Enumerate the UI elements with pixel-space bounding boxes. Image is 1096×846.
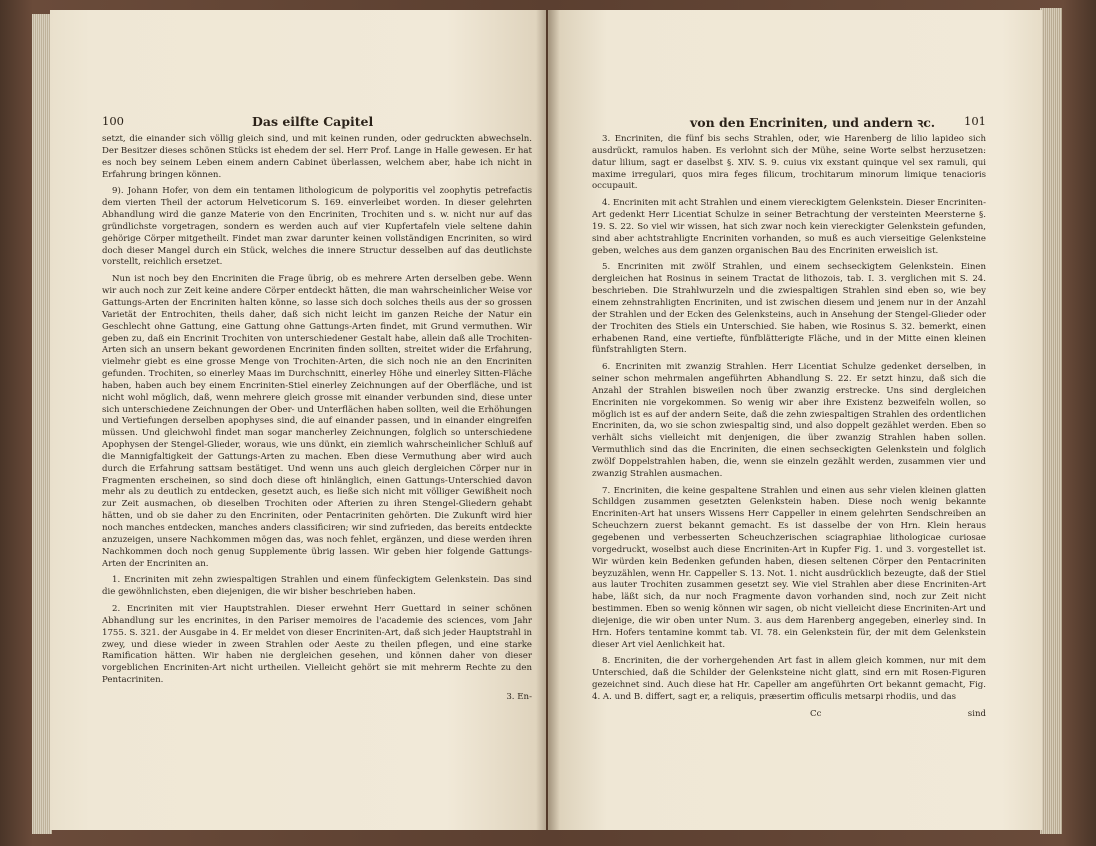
paragraph: 5. Encriniten mit zwölf Strahlen, und einem sechseckigtem Gelenkstein. Einen dergleichen hat Rosinus in seinem Tractat de lithozois, tab. I. 3. verglichen mit S. 24. beschrieben. Die Strahlwurzeln und die zwiespaltigen Strahlen sind eben so, wie bey einem zehnstrahligten Encriniten, und ist zwischen diesem und jenem nur in der Anzahl der Strahlen und der Ecken des Gelenksteins, auch in Ansehung der Stengel-Glieder oder der Trochiten des Stiels ein Unterschied. Sie haben, wie Rosinus S. 32. bemerkt, einen erhabenen Rand, eine vertiefte, fünfblätterigte Fläche, und in der Mitte einen kleinen fünfstrahligten Stern. (592, 262, 986, 356)
book-gutter-shadow (536, 10, 560, 830)
paragraph: 8. Encriniten, die der vorhergehenden Art fast in allem gleich kommen, nur mit dem Unterschied, daß die Schilder der Gelenksteine nicht glatt, sind ern mit Rosen-Figuren gezeichnet sind. Auch diese hat Hr. Capeller am angeführten Ort bekannt gemacht, Fig. 4. A. und B. differt, sagt er, a reliquis, præsertim officulis metsarpi rhodiis, und das (592, 656, 986, 702)
paragraph: 1. Encriniten mit zehn zwiespaltigen Strahlen und einem fünfeckigtem Gelenkstein. Das sind die gewöhnlichsten, eben diejenigen, die wir bisher beschrieben haben. (102, 575, 532, 598)
paragraph: 6. Encriniten mit zwanzig Strahlen. Herr Licentiat Schulze gedenket derselben, in seiner schon mehrmalen angeführten Abhandlung S. 22. Er setzt hinzu, daß sich die Anzahl der Strahlen bisweilen noch über zwanzig erstrecke. Uns sind dergleichen Encriniten nie vorgekommen. So wenig wir aber ihre Existenz bezweifeln wollen, so möglich ist es auf der andern Seite, daß die zehn zwiespaltigen Strahlen des ordentlichen Encriniten, da, wo sie schon zwiespaltig sind, und also doppelt gezählet werden. Eben so verhält sichs vielleicht mit denjenigen, die über zwanzig Strahlen haben sollen. Vermuthlich sind das die Encriniten, die einen sechseckigten Gelenkstein und folglich zwölf Doppelstrahlen haben, die, wenn sie einzeln gezählt werden, zusammen vier und zwanzig Strahlen ausmachen. (592, 362, 986, 479)
right-page-footer (592, 709, 986, 723)
right-page-number: 101 (964, 114, 986, 128)
right-page-edges (1040, 8, 1062, 834)
right-running-head (592, 114, 986, 134)
paragraph: Nun ist noch bey den Encriniten die Frage übrig, ob es mehrere Arten derselben gebe. Wenn wir auch noch zur Zeit keine andere Cörper entdeckt hätten, die man wahrscheinlicher Weise vor Gattungs-Arten der Encriniten halten könne, so lasse sich doch solches theils aus der so grossen Varietät der Entrochiten, theils daher, daß sich nicht leicht im ganzen Reiche der Natur ein Geschlecht ohne Gattung, eine Gattung ohne Gattungs-Arten findet, mit Grund vermuthen. Wir geben zu, daß ein Encrinit Trochiten von unterschiedener Gestalt habe, allein daß alle Trochiten-Arten sich an unsern bekant gewordenen Encriniten finden sollten, streitet wider die Erfahrung, vielmehr giebt es eine grosse Menge von Trochiten-Arten, die sich noch nie an den Encriniten gefunden. Trochiten, so einerley Maas im Durchschnitt, einerley Höhe und einerley Sitten-Fläche haben, haben auch bey einem Encriniten-Stiel einerley Zeichnungen auf der Oberfläche, und ist nicht wohl möglich, daß, wenn mehrere gleich grosse mit einander verbunden sind, diese unter sich unterschiedene Zeichnungen der Ober- und Unterflächen haben sollten, weil die Erhöhungen und Vertiefungen derselben apophyses sind, die auf einander passen, und in einander eingreifen müssen. Und gleichwohl findet man sogar mancherley Zeichnungen, folglich so unterschiedene Apophysen der Stengel-Glieder, woraus, wie uns dünkt, ein ziemlich wahrscheinlicher Schluß auf die Mannigfaltigkeit der Gattungs-Arten zu machen. Eben diese Vermuthung aber wird auch durch die Erfahrung sattsam bestätiget. Und wenn uns auch gleich dergleichen Cörper nur in Fragmenten erscheinen, so sind doch diese oft hinlänglich, einen Gattungs-Unterschied davon mehr als zu deutlich zu entdecken, gesetzt auch, es ließe sich nicht mit völliger Gewißheit noch zur Zeit ausmachen, ob dieselben Trochiten oder Afterien zu ihren Stengel-Gliedern gehabt hätten, und ob sie daher zu den Encriniten, oder Pentacriniten gehörten. Die Zukunft wird hier noch manches entdecken, manches anders classificiren; wir sind zufrieden, das bereits entdeckte anzuzeigen, unsere Nachkommen mögen das, was noch fehlet, ergänzen, und diese werden ihren Nachkommen doch noch genug Supplemente übrig lassen. Wir geben hier folgende Gattungs-Arten der Encriniten an. (102, 274, 532, 569)
paragraph: 7. Encriniten, die keine gespaltene Strahlen und einen aus sehr vielen kleinen glatten Schildgen zusammen gesetzten Gelenkstein haben. Diese noch wenig bekannte Encriniten-Art hat unsers Wissens Herr Cappeller in einem gelehrten Sendschreiben an Scheuchzern zuerst bekannt gemacht. Es ist dasselbe der von Hrn. Klein heraus gegebenen und verbesserten Scheuchzerischen sciagraphiae lithologicae curiosae vorgedruckt, woselbst auch diese Encriniten-Art in Kupfer Fig. 1. und 3. vorgestellet ist. Wir würden kein Bedenken gefunden haben, diesen seltenen Cörper den Pentacriniten beyzuzählen, wenn Hr. Cappeller S. 13. Not. 1. nicht ausdrücklich bezeugte, daß der Stiel aus lauter Trochiten zusammen gesetzt sey. Wie viel Strahlen aber diese Encriniten-Art habe, läßt sich, da nur noch Fragmente davon vorhanden sind, noch zur Zeit nicht bestimmen. Eben so wenig können wir sagen, ob nicht vielleicht diese Encriniten-Art und diejenige, die wir oben unter Num. 3. aus dem Harenberg angegeben, einerley sind. In Hrn. Hofers tentamine kommt tab. VI. 78. ein Gelenkstein für, der mit dem Gelenkstein dieser Art viel Aenlichkeit hat. (592, 485, 986, 650)
left-catchword: 3. En- (506, 691, 532, 702)
paragraph: 9). Johann Hofer, von dem ein tentamen lithologicum de polyporitis vel zoophytis petrefactis dem vierten Theil der actorum Helveticorum S. 169. einverleibet worden. In dieser gelehrten Abhandlung wird die ganze Materie von den Encriniten, Trochiten und s. w. nicht nur auf das gründlichste vorgetragen, sondern es werden auch auf vier Kupfertafeln viele seltene dahin gehörige Cörper mitgetheilt. Findet man zwar darunter keinen vollständigen Encriniten, so wird doch dieser Mangel durch ein Stück, welches die innere Structur desselben auf das deutlichste vorstellt, reichlich ersetzet. (102, 186, 532, 268)
paragraph: 4. Encriniten mit acht Strahlen und einem viereckigtem Gelenkstein. Dieser Encriniten-Art gedenkt Herr Licentiat Schulze in seiner Betrachtung der versteinten Meersterne §. 19. S. 22. So viel wir wissen, hat sich zwar noch kein viereckigter Gelenkstein gefunden, sind aber achtstrahligte Encriniten vorhanden, so muß es auch vierseitige Gelenksteine geben, welches aus dem ganzen organischen Bau des Encriniten erweislich ist. (592, 198, 986, 256)
left-page-edges (32, 14, 52, 834)
right-page (548, 10, 1042, 830)
left-running-title: Das eilfte Capitel (252, 114, 374, 129)
left-running-head (102, 114, 532, 134)
right-page-text (592, 134, 986, 704)
paragraph: 2. Encriniten mit vier Hauptstrahlen. Dieser erwehnt Herr Guettard in seiner schönen Abhandlung sur les encrinites, in den Pariser memoires de l'academie des sciences, vom Jahr 1755. S. 321. der Ausgabe in 4. Er meldet von dieser Encriniten-Art, daß sich jeder Hauptstrahl in zwey, und diese wieder in zween Strahlen oder Aeste zu theilen pflegen, und eine starke Ramification hätten. Wir haben nie dergleichen gesehen, und können daher von dieser vorgeblichen Encriniten-Art nicht urtheilen. Vielleicht gehört sie mit mehrerm Rechte zu den Pentacriniten. (102, 604, 532, 686)
left-page (50, 10, 546, 830)
paragraph: 3. Encriniten, die fünf bis sechs Strahlen, oder, wie Harenberg de lilio lapideo sich ausdrückt, ramulos haben. Es verlohnt sich der Mühe, seine Worte selbst herzusetzen: datur lilium, sagt er daselbst §. XIV. S. 9. cuius vix exstant quinque vel sex ramuli, qui maxime irregulari, quos mira feges filicum, trochitarum minorum limique tenacioris occupauit. (592, 134, 986, 192)
left-page-text (102, 134, 532, 687)
left-page-number: 100 (102, 114, 124, 128)
right-running-title: von den Encriniten, und andern ꝛc. (690, 115, 936, 130)
signature-mark: Cc (810, 708, 822, 719)
right-catchword: sind (967, 708, 986, 719)
paragraph: setzt, die einander sich völlig gleich sind, und mit keinen runden, oder gedruckten abwechseln. Der Besitzer dieses schönen Stücks ist ehedem der sel. Herr Prof. Lange in Halle gewesen. Er hat es noch bey seinem Leben einem andern Cabinet überlassen, welchem aber, habe ich nicht in Erfahrung bringen können. (102, 134, 532, 180)
